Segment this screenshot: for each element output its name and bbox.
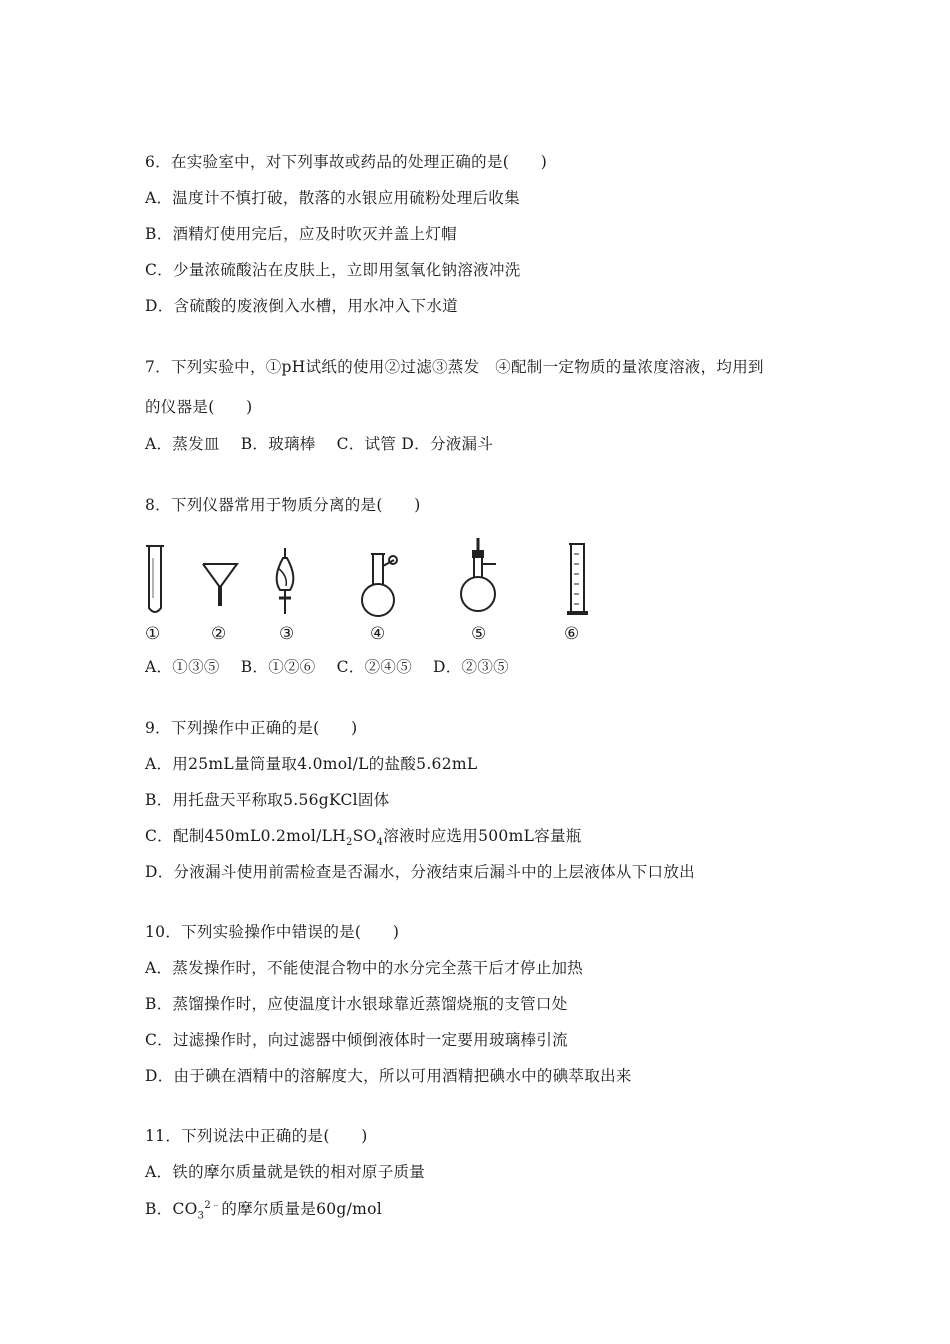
distillation-flask-icon <box>358 538 402 618</box>
q7-stem-line2: 的仪器是( ) <box>145 398 253 416</box>
q9-option-c: C．配制$450mL0.2mol/LH_2SO_4$溶液时应选用500mL容量瓶 <box>145 827 582 849</box>
q6-option-b: B．酒精灯使用完后，应及时吹灭并盖上灯帽 <box>145 225 457 243</box>
q10-option-c: C．过滤操作时，向过滤器中倾倒液体时一定要用玻璃棒引流 <box>145 1031 568 1049</box>
graduated-cylinder-icon <box>562 538 592 618</box>
test-tube-icon <box>140 538 170 618</box>
q9-stem: 9．下列操作中正确的是( ) <box>145 719 358 737</box>
q7-options: A．蒸发皿 B．玻璃棒 C．试管 D．分液漏斗 <box>145 435 494 453</box>
apparatus-label-5: ⑤ <box>471 624 487 644</box>
q9-option-b: B．用托盘天平称取5.56gKCl固体 <box>145 791 390 809</box>
q6-option-c: C．少量浓硫酸沾在皮肤上，立即用氢氧化钠溶液冲洗 <box>145 261 521 279</box>
apparatus-label-1: ① <box>145 624 161 644</box>
flask-with-stopcock-icon <box>458 538 504 618</box>
q10-option-a: A．蒸发操作时，不能使混合物中的水分完全蒸干后才停止加热 <box>145 959 584 977</box>
q10-option-d: D．由于碘在酒精中的溶解度大，所以可用酒精把碘水中的碘萃取出来 <box>145 1067 632 1085</box>
q8-options: A．①③⑤ B．①②⑥ C．②④⑤ D．②③⑤ <box>145 658 509 676</box>
q8-stem: 8．下列仪器常用于物质分离的是( ) <box>145 496 421 514</box>
apparatus-label-4: ④ <box>370 624 386 644</box>
q11-option-b: B．$CO_3^{2﹣}$的摩尔质量是60g/mol <box>145 1200 383 1222</box>
q11-stem: 11．下列说法中正确的是( ) <box>145 1127 368 1145</box>
q9-option-a: A．用25mL量筒量取4.0mol/L的盐酸5.62mL <box>145 755 478 773</box>
q6-stem: 6．在实验室中，对下列事故或药品的处理正确的是( ) <box>145 153 548 171</box>
q10-stem: 10．下列实验操作中错误的是( ) <box>145 923 400 941</box>
q10-option-b: B．蒸馏操作时，应使温度计水银球靠近蒸馏烧瓶的支管口处 <box>145 995 568 1013</box>
apparatus-label-2: ② <box>211 624 227 644</box>
apparatus-label-6: ⑥ <box>564 624 580 644</box>
funnel-icon <box>200 538 240 618</box>
apparatus-label-3: ③ <box>279 624 295 644</box>
separatory-funnel-icon <box>268 538 302 618</box>
q6-option-d: D．含硫酸的废液倒入水槽，用水冲入下水道 <box>145 297 458 315</box>
q7-stem-line1: 7．下列实验中，①pH试纸的使用②过滤③蒸发 ④配制一定物质的量浓度溶液，均用到 <box>145 358 764 376</box>
q9-option-d: D．分液漏斗使用前需检查是否漏水，分液结束后漏斗中的上层液体从下口放出 <box>145 863 695 881</box>
q11-option-a: A．铁的摩尔质量就是铁的相对原子质量 <box>145 1163 426 1181</box>
q6-option-a: A．温度计不慎打破，散落的水银应用硫粉处理后收集 <box>145 189 520 207</box>
